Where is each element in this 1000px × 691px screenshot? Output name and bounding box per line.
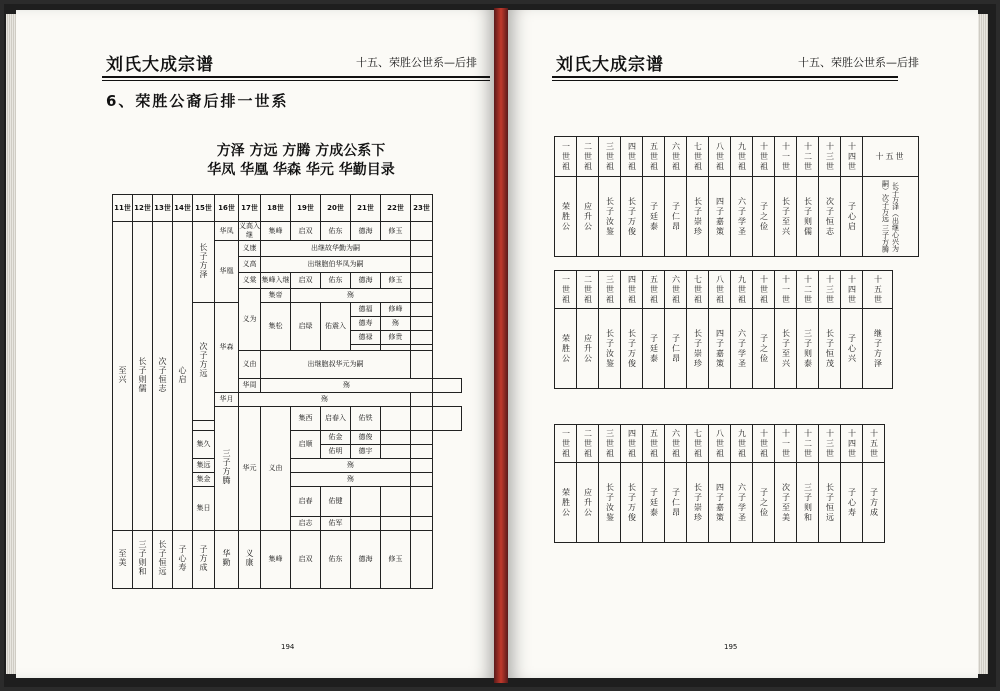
cell-delu: 德禄: [351, 331, 381, 345]
generation-header: 十一世: [781, 141, 791, 172]
ancestor-name: 长子汝鉴: [605, 482, 615, 523]
table-header-row: [113, 195, 462, 222]
bottom-cell: 修玉: [381, 531, 411, 589]
header-cell: 17世: [239, 195, 261, 222]
header-cell: 13世: [153, 195, 173, 222]
cell-huahuang: 华凰: [215, 241, 239, 303]
left-page-edges: [6, 14, 16, 674]
generation-header: 二世祖: [583, 274, 593, 305]
cell-chuji1: 出继故华勤为嗣: [261, 241, 411, 257]
cell-yitang: 义棠: [239, 273, 261, 289]
cell-chuji2: 出继胞伯华凤为嗣: [261, 257, 411, 273]
cell-xiuyu: 修玉: [381, 222, 411, 241]
cell-jijin: 集金: [193, 473, 215, 487]
cell-youzhen: 佑震入: [321, 303, 351, 351]
generation-header: 六世祖: [671, 428, 681, 459]
subtitle-line1: 方泽 方远 方腾 方成公系下: [216, 143, 386, 159]
ancestor-name: 子方成: [869, 487, 879, 518]
generation-header: 二世祖: [583, 141, 593, 172]
genealogy-table: [112, 194, 462, 589]
header-cell: 18世: [261, 195, 291, 222]
ancestor-name: 子心寿: [847, 487, 857, 518]
generation-header: 十五世: [869, 428, 879, 459]
cell-yigao: 义高: [239, 257, 261, 273]
generation-header: 八世祖: [715, 141, 725, 172]
cell-dejun: 德俊: [351, 431, 381, 445]
cell-yiyou2: 义由: [261, 407, 291, 531]
lineage-name-row: [555, 177, 919, 257]
header-cell: 11世: [113, 195, 133, 222]
right-page: [508, 10, 978, 678]
generation-header: 七世祖: [693, 141, 703, 172]
cell-youming: 佑明: [321, 445, 351, 459]
ancestor-name: 长子汝鉴: [605, 196, 615, 237]
cell-jijiu: 集久: [193, 431, 215, 459]
header-rule-right: [552, 76, 898, 78]
cell-jisong: 集松: [261, 303, 291, 351]
page-number-left: 194: [281, 643, 295, 651]
ancestor-name: 应升公: [583, 487, 593, 518]
cell-dehai: 德海: [351, 222, 381, 241]
ancestor-name: 子之俭: [759, 333, 769, 364]
ancestor-name: 长子万俊: [627, 328, 637, 369]
lineage-header-row: [555, 425, 885, 463]
generation-header: 十五世: [875, 151, 906, 161]
ancestor-name: 三子则和: [803, 482, 813, 523]
lineage-name-row: [555, 463, 885, 543]
cell-youdong: 佑东: [321, 222, 351, 241]
cell-huasen: 华森: [215, 303, 239, 393]
ancestor-name: 应升公: [583, 201, 593, 232]
generation-header: 十世祖: [759, 274, 769, 305]
cell-huazhou: 华周: [239, 379, 261, 393]
section-title-right: 十五、荣胜公世系—后排: [798, 56, 919, 69]
lineage-table-2: [554, 270, 893, 389]
cell-huayue: 华月: [215, 393, 239, 407]
cell-youtie: 佑铁: [351, 407, 381, 431]
generation-header: 九世祖: [737, 274, 747, 305]
table-row: [113, 222, 462, 241]
bottom-cell: 义康: [245, 549, 254, 567]
generation-header: 七世祖: [693, 274, 703, 305]
cell-shang-5: 殇: [291, 473, 411, 487]
ancestor-name: 长子万俊: [627, 482, 637, 523]
cell-jixi: 集西: [291, 407, 321, 431]
generation-header: 十世祖: [759, 141, 769, 172]
ancestor-name: 长子崇珍: [693, 328, 703, 369]
ancestor-name: 长子至兴: [781, 196, 791, 237]
ancestor-name: 长子崇珍: [693, 482, 703, 523]
cell-yiyou: 义由: [239, 351, 261, 379]
cell-youjun: 佑军: [321, 517, 351, 531]
generation-header: 六世祖: [671, 141, 681, 172]
generation-header: 十一世: [781, 428, 791, 459]
ancestor-name: 六子学圣: [737, 328, 747, 369]
ancestor-name: 次子至美: [781, 482, 791, 523]
left-page: [16, 10, 494, 678]
cell-xiu-shang: 殇: [381, 317, 411, 331]
generation-header: 十四世: [847, 428, 857, 459]
ancestor-name: 长子崇珍: [693, 196, 703, 237]
ancestor-name: 子心启: [847, 201, 857, 232]
section-title: 十五、荣胜公世系—后排: [356, 56, 477, 69]
book-title-right: 刘氏大成宗谱: [556, 55, 664, 75]
cell-fangteng: 三子方腾: [222, 449, 231, 485]
ancestor-name: 长子汝鉴: [605, 328, 615, 369]
generation-header: 三世祖: [605, 428, 615, 459]
generation-header: 八世祖: [715, 274, 725, 305]
generation-header: 十二世: [803, 141, 813, 172]
generation-header: 四世祖: [627, 428, 637, 459]
cell-shang-2: 殇: [261, 379, 433, 393]
header-rule-thin-right: [552, 80, 898, 81]
ancestor-name: 长子恒茂: [825, 328, 835, 369]
bottom-cell: 至美: [118, 549, 127, 567]
ancestor-name: 子之俭: [759, 201, 769, 232]
ancestor-name: 子仁昂: [671, 487, 681, 518]
cell-xiugui: 修贵: [381, 331, 411, 345]
cell-deyu: 德宇: [351, 445, 381, 459]
header-cell: 12世: [133, 195, 153, 222]
cell-qilu: 启绿: [291, 303, 321, 351]
ancestor-name: 荣胜公: [561, 201, 571, 232]
cell-xiufeng: 修峰: [381, 303, 411, 317]
cell-youdong-2: 佑东: [321, 273, 351, 289]
lineage-header-row: [555, 271, 893, 309]
ancestor-name: 六子学圣: [737, 196, 747, 237]
generation-header: 十五世: [873, 274, 883, 305]
generation-header: 十世祖: [759, 428, 769, 459]
table-row: [113, 531, 462, 589]
generation-header: 十二世: [803, 428, 813, 459]
ancestor-name: 子仁昂: [671, 333, 681, 364]
generation-header: 十二世: [803, 274, 813, 305]
cell-col11: 至兴: [118, 365, 127, 384]
cell-yiwei: 义为: [239, 289, 261, 351]
header-cell: 19世: [291, 195, 321, 222]
cell-yikang: 义康: [239, 241, 261, 257]
ancestor-name: 子之俭: [759, 487, 769, 518]
header-cell: 21世: [351, 195, 381, 222]
generation-header: 五世祖: [649, 428, 659, 459]
generation-header: 二世祖: [583, 428, 593, 459]
ancestor-name: 子心兴: [847, 333, 857, 364]
generation-header: 十三世: [825, 274, 835, 305]
bottom-cell: 华勤: [222, 549, 231, 567]
ancestor-name: 长子恒远: [825, 482, 835, 523]
generation-header: 八世祖: [715, 428, 725, 459]
generation-header: 九世祖: [737, 428, 747, 459]
ancestor-name: 四子嘉策: [715, 196, 725, 237]
cell-youjian: 佑键: [321, 487, 351, 517]
cell-col13: 次子恒志: [158, 356, 167, 393]
cell-jidi: 集帝: [261, 289, 291, 303]
lineage-table-3: [554, 424, 885, 543]
cell-qizhi: 启志: [291, 517, 321, 531]
ancestor-name: 继子方泽: [873, 328, 883, 369]
cell-qichun: 启春: [291, 487, 321, 517]
generation-header: 六世祖: [671, 274, 681, 305]
bottom-cell: 集峰: [261, 531, 291, 589]
cell-fangyuan: 次子方远: [199, 342, 208, 378]
cell-shang-3: 殇: [239, 393, 411, 407]
ancestor-name: 四子嘉策: [715, 328, 725, 369]
lineage-name-row: [555, 309, 893, 389]
header-cell: 14世: [173, 195, 193, 222]
generation-header: 四世祖: [627, 274, 637, 305]
generation-header: 十三世: [825, 141, 835, 172]
cell-qishuang-2: 启双: [291, 273, 321, 289]
lineage-table-1: [554, 136, 919, 257]
header-cell: 23世: [411, 195, 433, 222]
ancestor-name: 应升公: [583, 333, 593, 364]
ancestor-name: 三子则泰: [803, 328, 813, 369]
bottom-cell: 子心寿: [178, 544, 187, 572]
cell-col14: 心启: [178, 365, 187, 384]
ancestor-name: 六子学圣: [737, 482, 747, 523]
generation-header: 五世祖: [649, 141, 659, 172]
ancestor-name: 长子则儒: [803, 196, 813, 237]
bottom-cell: 子方成: [199, 544, 208, 572]
right-page-edges: [978, 14, 988, 674]
header-cell: 16世: [215, 195, 239, 222]
cell-deshou: 德寿: [351, 317, 381, 331]
subtitle-line2: 华凤 华凰 华森 华元 华勤目录: [207, 162, 395, 178]
bottom-cell: 启双: [291, 531, 321, 589]
generation-header: 十四世: [847, 141, 857, 172]
cell-jiri: 集日: [193, 487, 215, 531]
bottom-cell: 三子则和: [138, 540, 147, 576]
cell-defu: 德福: [351, 303, 381, 317]
ancestor-name: 子廷泰: [649, 487, 659, 518]
header-rule-thin: [102, 80, 490, 81]
ancestor-name: 次子恒志: [825, 196, 835, 237]
cell-jifeng-ruji: 集峰入继: [261, 273, 291, 289]
lineage-header-row: [555, 137, 919, 177]
cell-huafeng: 华凤: [215, 222, 239, 241]
generation-header: 九世祖: [737, 141, 747, 172]
generation-header: 七世祖: [693, 428, 703, 459]
generation-header: 四世祖: [627, 141, 637, 172]
generation-header: 一世祖: [561, 428, 571, 459]
cell-fangze: 长子方泽: [199, 242, 208, 279]
book-spine: [494, 8, 508, 683]
ancestor-name: 四子嘉策: [715, 482, 725, 523]
cell-jiyuan: 集远: [193, 459, 215, 473]
generation-header: 五世祖: [649, 274, 659, 305]
cell-qishuang: 启双: [291, 222, 321, 241]
ancestor-name: 长子方泽（出继心兴为嗣）次子方远 三子方腾: [881, 180, 900, 253]
bottom-cell: 长子恒远: [158, 540, 167, 576]
ancestor-name: 荣胜公: [561, 487, 571, 518]
cell-dehai-2: 德海: [351, 273, 381, 289]
cell-qichun-ruji: 启春入: [321, 407, 351, 431]
cell-chuji3: 出继胞叔华元为嗣: [261, 351, 411, 379]
cell-jifeng: 集峰: [261, 222, 291, 241]
ancestor-name: 长子至兴: [781, 328, 791, 369]
generation-header: 十一世: [781, 274, 791, 305]
header-rule: [102, 76, 490, 78]
generation-header: 三世祖: [605, 274, 615, 305]
bottom-cell: 德海: [351, 531, 381, 589]
section-heading: 6、荣胜公裔后排一世系: [106, 92, 289, 110]
book-title: 刘氏大成宗谱: [106, 55, 214, 75]
cell-yigao-ruxi: 义高入继: [239, 222, 260, 239]
ancestor-name: 子仁昂: [671, 201, 681, 232]
cell-xiuyu-2: 修玉: [381, 273, 411, 289]
cell-qishun: 启顺: [291, 431, 321, 459]
ancestor-name: 子廷泰: [649, 201, 659, 232]
cell-shang-1: 殇: [291, 289, 411, 303]
generation-header: 十三世: [825, 428, 835, 459]
page-number-right: 195: [724, 643, 738, 651]
header-cell: 22世: [381, 195, 411, 222]
header-cell: 15世: [193, 195, 215, 222]
cell-col12: 长子则儒: [138, 356, 147, 393]
ancestor-name: 荣胜公: [561, 333, 571, 364]
generation-header: 十四世: [847, 274, 857, 305]
ancestor-name: 子廷泰: [649, 333, 659, 364]
cell-youjin: 佑金: [321, 431, 351, 445]
header-cell: 20世: [321, 195, 351, 222]
generation-header: 三世祖: [605, 141, 615, 172]
ancestor-name: 长子万俊: [627, 196, 637, 237]
generation-header: 一世祖: [561, 274, 571, 305]
cell-huayuan: 华元: [239, 407, 261, 531]
cell-shang-4: 殇: [291, 459, 411, 473]
bottom-cell: 佑东: [321, 531, 351, 589]
generation-header: 一世祖: [561, 141, 571, 172]
